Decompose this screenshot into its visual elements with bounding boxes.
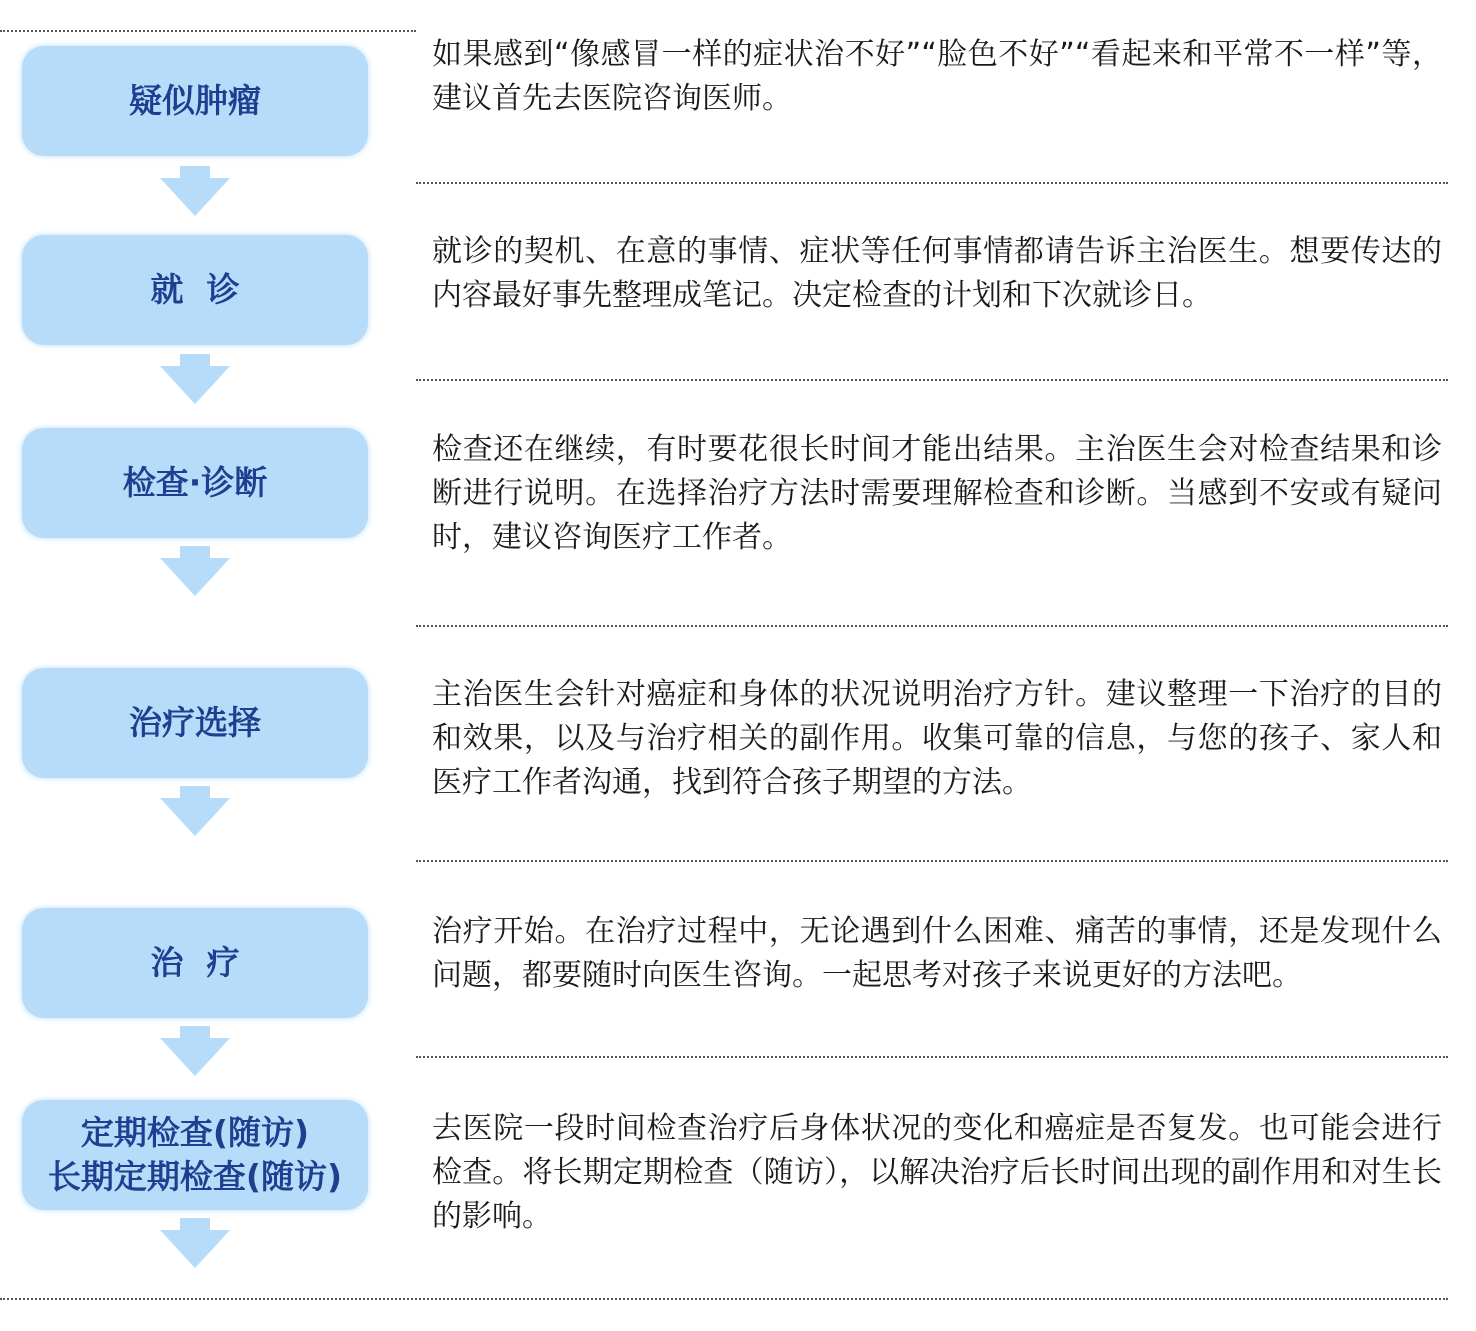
divider-1 bbox=[416, 182, 1448, 184]
arrow-down-icon bbox=[160, 1026, 230, 1076]
divider-5 bbox=[416, 1056, 1448, 1058]
arrow-down-icon bbox=[160, 354, 230, 404]
step-label-line-1: 定期检查(随访) bbox=[80, 1113, 310, 1152]
step-description: 去医院一段时间检查治疗后身体状况的变化和癌症是否复发。也可能会进行检查。将长期定期检查（随访），以解决治疗后长时间出现的副作用和对生长的影响。 bbox=[432, 1111, 1442, 1234]
arrow-down-icon bbox=[160, 786, 230, 836]
step-description: 检查还在继续，有时要花很长时间才能出结果。主治医生会对检查结果和诊断进行说明。在选择治疗方法时需要理解检查和诊断。当感到不安或有疑问时，建议咨询医疗工作者。 bbox=[432, 432, 1442, 555]
arrow-down-icon bbox=[160, 166, 230, 216]
step-label: 检查·诊断 bbox=[122, 463, 268, 502]
step-box-treatment-choice bbox=[22, 668, 368, 778]
divider-2 bbox=[416, 379, 1448, 381]
step-label-line-2: 长期定期检查(随访) bbox=[47, 1157, 343, 1196]
arrow-down-icon bbox=[160, 546, 230, 596]
step-box-suspected-tumor bbox=[22, 46, 368, 156]
step-box-treatment bbox=[22, 908, 368, 1018]
divider-bottom bbox=[0, 1298, 1448, 1300]
arrow-down-icon bbox=[160, 1218, 230, 1268]
step-box-follow-up bbox=[22, 1100, 368, 1210]
step-label: 就 诊 bbox=[150, 270, 240, 309]
divider-4 bbox=[416, 860, 1448, 862]
divider-3 bbox=[416, 625, 1448, 627]
step-description: 主治医生会针对癌症和身体的状况说明治疗方针。建议整理一下治疗的目的和效果，以及与治疗相关的副作用。收集可靠的信息，与您的孩子、家人和医疗工作者沟通，找到符合孩子期望的方法。 bbox=[432, 677, 1442, 800]
step-box-consultation bbox=[22, 235, 368, 345]
step-box-exam-diagnosis bbox=[22, 428, 368, 538]
step-label: 治疗选择 bbox=[129, 703, 261, 742]
step-label: 疑似肿瘤 bbox=[129, 81, 261, 120]
divider-top bbox=[0, 30, 416, 32]
step-description: 就诊的契机、在意的事情、症状等任何事情都请告诉主治医生。想要传达的内容最好事先整理成笔记。决定检查的计划和下次就诊日。 bbox=[432, 234, 1442, 313]
step-label: 治 疗 bbox=[150, 943, 240, 982]
step-description: 如果感到“像感冒一样的症状治不好”“脸色不好”“看起来和平常不一样”等，建议首先去医院咨询医师。 bbox=[432, 37, 1442, 116]
step-description: 治疗开始。在治疗过程中，无论遇到什么困难、痛苦的事情，还是发现什么问题，都要随时向医生咨询。一起思考对孩子来说更好的方法吧。 bbox=[432, 914, 1442, 993]
